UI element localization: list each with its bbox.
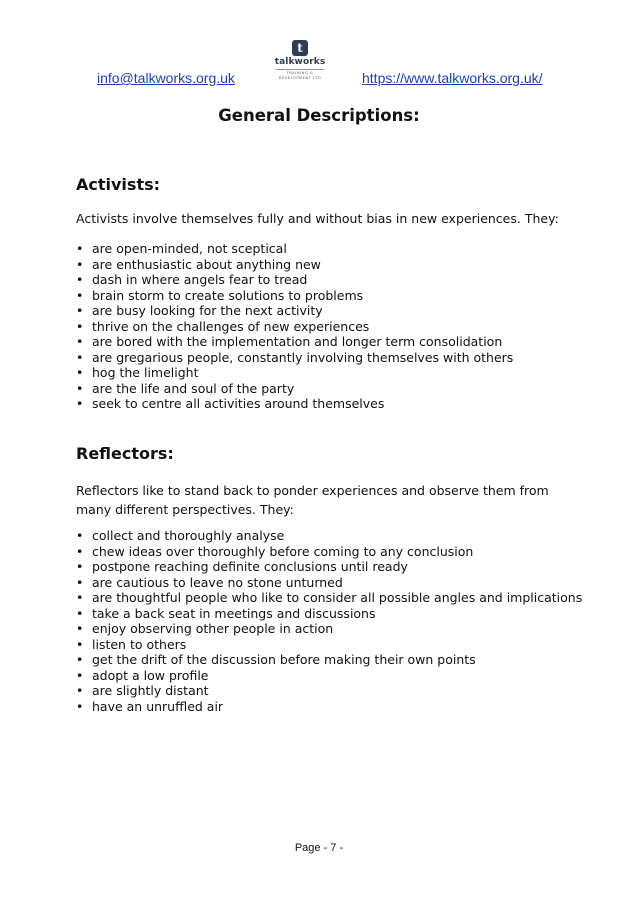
page-number: Page - 7 - [294, 842, 344, 854]
activists-intro: Activists involve themselves fully and without bias in new experiences. They: [76, 211, 559, 226]
list-item: • are the life and soul of the party [76, 381, 576, 397]
list-item: • listen to others [76, 637, 576, 653]
list-item: • collect and thoroughly analyse [76, 528, 576, 544]
list-item: • seek to centre all activities around themselves [76, 396, 576, 412]
logo-divider [276, 69, 324, 70]
header-website-link[interactable]: https://www.talkworks.org.uk/ [362, 70, 543, 86]
list-item: • take a back seat in meetings and discussions [76, 606, 576, 622]
list-item: • chew ideas over thoroughly before coming to any conclusion [76, 544, 576, 560]
activists-heading: Activists: [76, 175, 161, 194]
list-item: • thrive on the challenges of new experiences [76, 319, 576, 335]
logo-tagline-line2: DEVELOPMENT LTD [278, 75, 322, 80]
logo-tagline-line1: TRAINING & [286, 71, 314, 75]
list-item: • postpone reaching definite conclusions until ready [76, 559, 576, 575]
reflectors-heading: Reflectors: [76, 444, 174, 463]
list-item: • are open-minded, not sceptical [76, 241, 576, 257]
logo-name: talkworks [274, 57, 326, 67]
list-item: • are slightly distant [76, 683, 576, 699]
reflectors-list [76, 528, 583, 714]
activists-list [76, 241, 576, 412]
list-item: • hog the limelight [76, 365, 576, 381]
list-item: • are cautious to leave no stone unturned [76, 575, 576, 591]
list-item: • are busy looking for the next activity [76, 303, 576, 319]
list-item: • have an unruffled air [76, 699, 576, 715]
list-item: • get the drift of the discussion before making their own points [76, 652, 576, 668]
list-item: • are enthusiastic about anything new [76, 257, 576, 273]
list-item: • are bored with the implementation and longer term consolidation [76, 334, 576, 350]
list-item: • dash in where angels fear to tread [76, 272, 576, 288]
talkworks-logo [272, 40, 328, 80]
logo-mark-letter: t [297, 41, 303, 55]
header-email-link[interactable]: info@talkworks.org.uk [97, 70, 235, 86]
page-title: General Descriptions: [218, 106, 420, 125]
list-item: • brain storm to create solutions to problems [76, 288, 576, 304]
list-item: • are gregarious people, constantly involving themselves with others [76, 350, 576, 366]
list-item: • enjoy observing other people in action [76, 621, 576, 637]
reflectors-intro: Reflectors like to stand back to ponder experiences and observe them from many different perspectives. They: [76, 483, 549, 517]
logo-mark-icon [292, 40, 308, 56]
list-item: • are thoughtful people who like to consider all possible angles and implications [76, 590, 576, 606]
list-item: • adopt a low profile [76, 668, 576, 684]
